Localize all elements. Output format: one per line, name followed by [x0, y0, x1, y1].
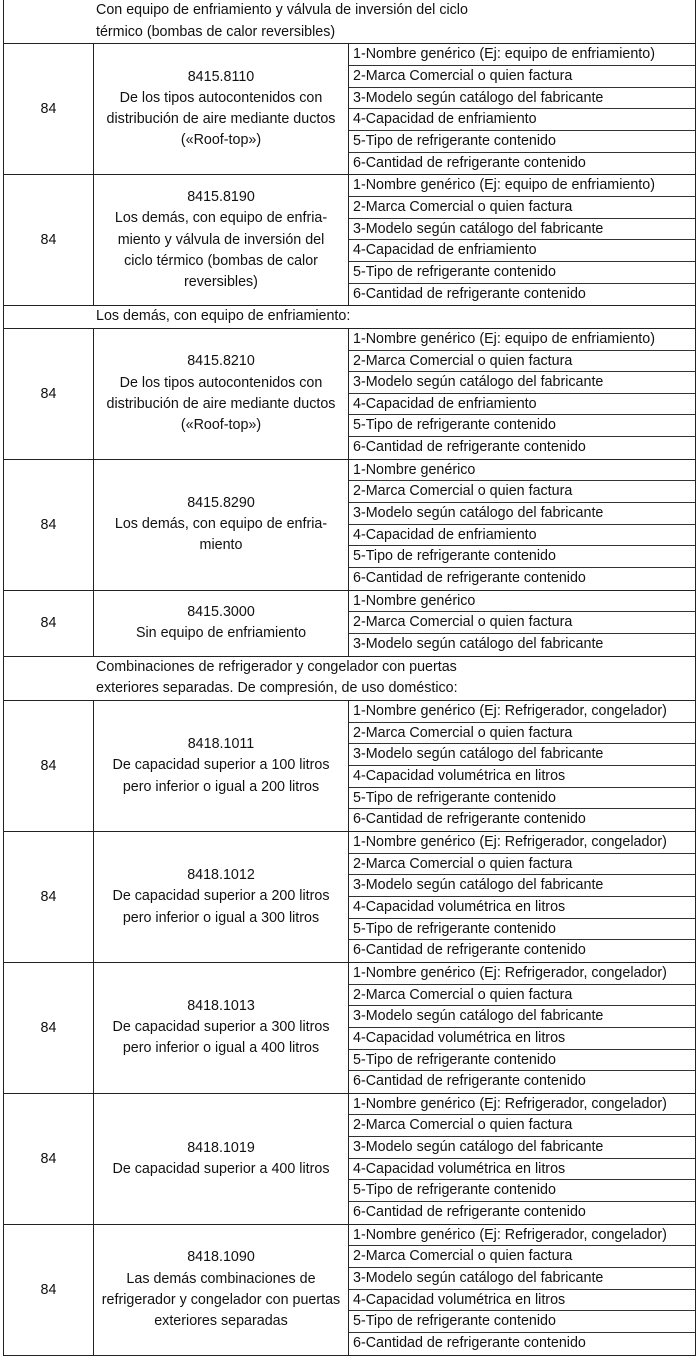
attribute-item: 6-Cantidad de refrigerante contenido — [353, 811, 586, 828]
chapter-number: 84 — [40, 385, 57, 402]
tariff-code: 8418.1090 — [187, 1249, 255, 1266]
description-line: De los tipos autocontenidos con — [119, 90, 323, 107]
chapter-cell — [4, 460, 94, 590]
description-cell — [94, 701, 349, 831]
section-header-line: Los demás, con equipo de enfriamiento: — [96, 308, 351, 325]
attribute-item: 4-Capacidad volumétrica en litros — [349, 1028, 695, 1050]
attribute-item: 5-Tipo de refrigerante contenido — [349, 1050, 695, 1072]
chapter-cell — [4, 175, 94, 305]
description-line: pero inferior o igual a 400 litros — [122, 1040, 320, 1057]
attribute-item: 6-Cantidad de refrigerante contenido — [353, 1204, 586, 1221]
table-row — [4, 701, 695, 832]
attributes-cell — [349, 460, 695, 590]
description-cell — [94, 1225, 349, 1355]
attribute-item: 6-Cantidad de refrigerante contenido — [353, 570, 586, 587]
tariff-code: 8418.1011 — [187, 736, 255, 753]
description-line: («Roof-top») — [180, 132, 262, 149]
tariff-table — [3, 0, 696, 1356]
attribute-item: 5-Tipo de refrigerante contenido — [349, 1180, 695, 1202]
chapter-number: 84 — [40, 516, 57, 533]
attribute-item: 2-Marca Comercial o quien factura — [349, 351, 695, 373]
attributes-cell — [349, 1225, 695, 1355]
table-row — [4, 329, 695, 460]
attribute-item: 3-Modelo según catálogo del fabricante — [349, 88, 695, 110]
description-line: De capacidad superior a 100 litros — [112, 757, 330, 774]
attribute-item: 3-Modelo según catálogo del fabricante — [349, 1268, 695, 1290]
table-row — [4, 175, 695, 306]
chapter-cell — [4, 701, 94, 831]
attribute-item: 1-Nombre genérico (Ej: equipo de enfriamiento) — [349, 329, 695, 351]
attribute-item: 1-Nombre genérico (Ej: Refrigerador, congelador) — [349, 963, 695, 985]
table-row — [4, 832, 695, 963]
attribute-item: 5-Tipo de refrigerante contenido — [349, 415, 695, 437]
description-cell — [94, 44, 349, 174]
attributes-cell — [349, 44, 695, 174]
attribute-item: 5-Tipo de refrigerante contenido — [349, 919, 695, 941]
attribute-item: 6-Cantidad de refrigerante contenido — [353, 1335, 586, 1352]
chapter-number: 84 — [40, 757, 57, 774]
description-line: pero inferior o igual a 300 litros — [122, 909, 320, 926]
section-header-line: Con equipo de enfriamiento y válvula de inversión del ciclo — [96, 2, 468, 18]
attribute-item: 3-Modelo según catálogo del fabricante — [349, 875, 695, 897]
description-line: pero inferior o igual a 200 litros — [122, 778, 320, 795]
attribute-item: 5-Tipo de refrigerante contenido — [349, 788, 695, 810]
chapter-number: 84 — [40, 1150, 57, 1167]
section-header-row — [4, 657, 695, 701]
chapter-number: 84 — [40, 615, 57, 632]
chapter-number: 84 — [40, 1019, 57, 1036]
table-row — [4, 1094, 695, 1225]
attributes-cell — [349, 963, 695, 1093]
attribute-item: 4-Capacidad de enfriamiento — [349, 525, 695, 547]
description-line: ciclo térmico (bombas de calor — [124, 252, 318, 269]
tariff-code: 8415.8110 — [187, 68, 255, 85]
section-header-line: térmico (bombas de calor reversibles) — [96, 23, 336, 40]
attribute-item: 2-Marca Comercial o quien factura — [349, 723, 695, 745]
chapter-cell — [4, 1094, 94, 1224]
chapter-number: 84 — [40, 888, 57, 905]
table-row — [4, 1225, 695, 1356]
attribute-item: 1-Nombre genérico — [349, 460, 695, 482]
attribute-item: 6-Cantidad de refrigerante contenido — [353, 439, 586, 456]
description-line: reversibles) — [184, 274, 258, 290]
tariff-code: 8415.3000 — [187, 604, 255, 621]
attribute-item: 1-Nombre genérico (Ej: equipo de enfriamiento) — [349, 44, 695, 66]
table-row — [4, 460, 695, 591]
description-line: exteriores separadas — [154, 1312, 288, 1329]
attribute-item: 6-Cantidad de refrigerante contenido — [353, 1073, 586, 1090]
attribute-item: 2-Marca Comercial o quien factura — [349, 985, 695, 1007]
table-row — [4, 591, 695, 657]
section-header-row — [4, 0, 695, 44]
description-line: Sin equipo de enfriamiento — [135, 625, 307, 642]
attribute-item: 4-Capacidad de enfriamiento — [349, 394, 695, 416]
attributes-cell — [349, 329, 695, 459]
attribute-item: 4-Capacidad volumétrica en litros — [349, 1159, 695, 1181]
attributes-cell — [349, 832, 695, 962]
chapter-cell — [4, 963, 94, 1093]
description-line: Los demás, con equipo de enfria- — [114, 210, 328, 227]
description-line: De capacidad superior a 200 litros — [112, 888, 330, 905]
chapter-cell — [4, 832, 94, 962]
attribute-item: 4-Capacidad volumétrica en litros — [349, 897, 695, 919]
attribute-item: 5-Tipo de refrigerante contenido — [349, 546, 695, 568]
description-line: refrigerador y congelador con puertas — [101, 1291, 341, 1308]
chapter-cell — [4, 44, 94, 174]
table-row — [4, 44, 695, 175]
chapter-number: 84 — [40, 101, 57, 118]
attribute-item: 2-Marca Comercial o quien factura — [349, 854, 695, 876]
attribute-item: 6-Cantidad de refrigerante contenido — [353, 154, 586, 171]
description-line: distribución de aire mediante ductos — [106, 111, 336, 128]
attribute-item: 2-Marca Comercial o quien factura — [349, 66, 695, 88]
attributes-cell — [349, 175, 695, 305]
description-line: De capacidad superior a 400 litros — [112, 1160, 330, 1177]
description-cell — [94, 460, 349, 590]
attribute-item: 1-Nombre genérico (Ej: equipo de enfriamiento) — [349, 175, 695, 197]
tariff-code: 8418.1019 — [187, 1139, 255, 1156]
table-row — [4, 963, 695, 1094]
attribute-item: 3-Modelo según catálogo del fabricante — [349, 1137, 695, 1159]
description-cell — [94, 175, 349, 305]
chapter-cell — [4, 591, 94, 656]
tariff-code: 8415.8210 — [187, 353, 255, 370]
chapter-cell — [4, 329, 94, 459]
description-cell — [94, 591, 349, 656]
description-line: distribución de aire mediante ductos — [106, 395, 336, 412]
attribute-item: 4-Capacidad de enfriamiento — [349, 240, 695, 262]
description-cell — [94, 1094, 349, 1224]
description-line: De capacidad superior a 300 litros — [112, 1019, 330, 1036]
attribute-item: 6-Cantidad de refrigerante contenido — [353, 942, 586, 959]
description-line: («Roof-top») — [180, 417, 262, 433]
tariff-code: 8418.1013 — [187, 998, 255, 1015]
attribute-item: 2-Marca Comercial o quien factura — [349, 1115, 695, 1137]
attributes-cell — [349, 591, 695, 656]
chapter-number: 84 — [40, 232, 57, 249]
tariff-code: 8415.8290 — [187, 494, 255, 511]
attribute-item: 3-Modelo según catálogo del fabricante — [349, 219, 695, 241]
attribute-item: 1-Nombre genérico (Ej: Refrigerador, congelador) — [349, 1225, 695, 1247]
description-line: De los tipos autocontenidos con — [119, 374, 323, 391]
attribute-item: 3-Modelo según catálogo del fabricante — [349, 744, 695, 766]
description-line: Los demás, con equipo de enfria- — [114, 516, 328, 533]
tariff-code: 8415.8190 — [187, 189, 255, 206]
description-line: miento y válvula de inversión del — [117, 231, 325, 248]
attributes-cell — [349, 1094, 695, 1224]
description-cell — [94, 832, 349, 962]
attribute-item: 2-Marca Comercial o quien factura — [349, 197, 695, 219]
attribute-item: 2-Marca Comercial o quien factura — [349, 481, 695, 503]
attribute-item: 3-Modelo según catálogo del fabricante — [349, 1006, 695, 1028]
attribute-item: 3-Modelo según catálogo del fabricante — [349, 372, 695, 394]
section-header-line: Combinaciones de refrigerador y congelador con puertas — [96, 658, 457, 675]
attribute-item: 1-Nombre genérico (Ej: Refrigerador, congelador) — [349, 701, 695, 723]
description-cell — [94, 329, 349, 459]
attribute-item: 5-Tipo de refrigerante contenido — [349, 262, 695, 284]
attribute-item: 4-Capacidad volumétrica en litros — [349, 766, 695, 788]
attribute-item: 3-Modelo según catálogo del fabricante — [353, 636, 604, 653]
description-cell — [94, 963, 349, 1093]
chapter-number: 84 — [40, 1281, 57, 1298]
attribute-item: 3-Modelo según catálogo del fabricante — [349, 503, 695, 525]
attribute-item: 5-Tipo de refrigerante contenido — [349, 131, 695, 153]
attribute-item: 6-Cantidad de refrigerante contenido — [353, 285, 586, 302]
attribute-item: 4-Capacidad de enfriamiento — [349, 109, 695, 131]
attribute-item: 1-Nombre genérico (Ej: Refrigerador, congelador) — [349, 1094, 695, 1116]
attributes-cell — [349, 701, 695, 831]
description-line: miento — [199, 537, 243, 554]
attribute-item: 1-Nombre genérico (Ej: Refrigerador, congelador) — [349, 832, 695, 854]
attribute-item: 1-Nombre genérico — [349, 591, 695, 613]
attribute-item: 2-Marca Comercial o quien factura — [349, 612, 695, 634]
section-header-line: exteriores separadas. De compresión, de uso doméstico: — [96, 680, 458, 697]
attribute-item: 4-Capacidad volumétrica en litros — [349, 1290, 695, 1312]
section-header-row — [4, 306, 695, 329]
chapter-cell — [4, 1225, 94, 1355]
description-line: Las demás combinaciones de — [126, 1270, 316, 1287]
attribute-item: 5-Tipo de refrigerante contenido — [349, 1311, 695, 1333]
attribute-item: 2-Marca Comercial o quien factura — [349, 1246, 695, 1268]
tariff-code: 8418.1012 — [187, 867, 255, 884]
